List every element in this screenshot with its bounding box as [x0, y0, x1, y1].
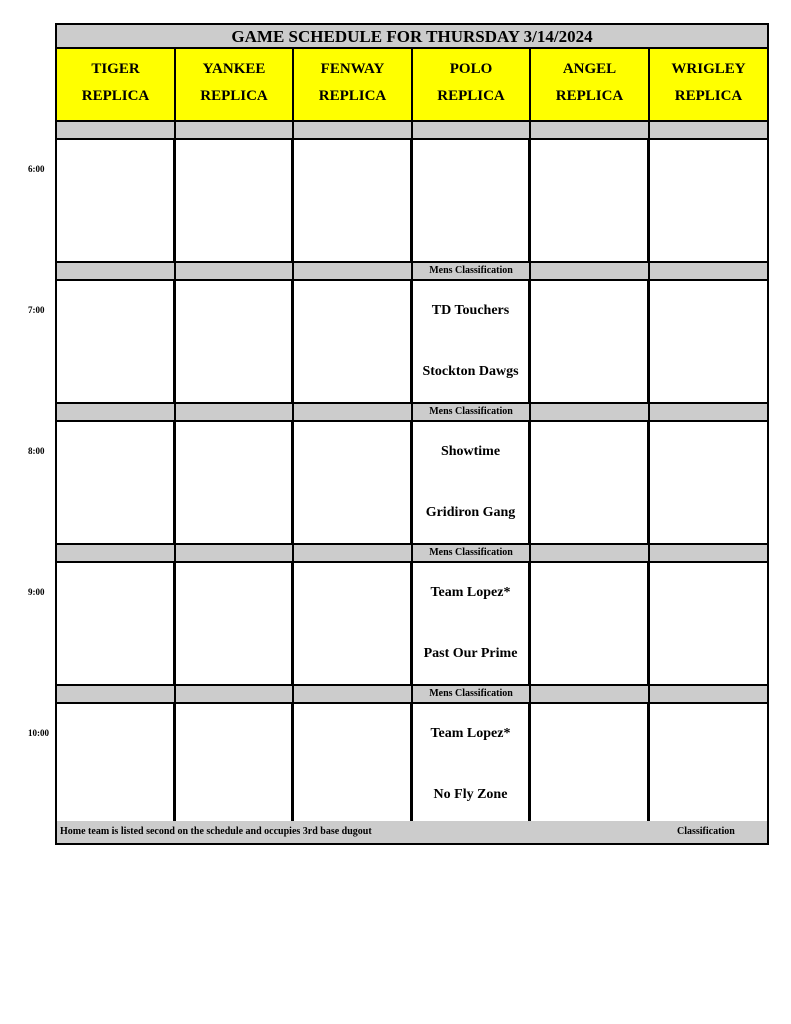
game-cell — [413, 704, 531, 827]
time-label: 8:00 — [28, 446, 45, 456]
schedule-sheet — [55, 23, 769, 845]
classification-band — [650, 122, 767, 140]
field-subtitle: REPLICA — [437, 88, 505, 104]
field-subtitle: REPLICA — [674, 88, 743, 104]
game-cell — [57, 422, 176, 545]
classification-band: Mens Classification — [413, 686, 531, 704]
field-header-fenway — [294, 49, 413, 122]
time-label: 7:00 — [28, 305, 45, 315]
classification-band — [531, 404, 650, 422]
game-cell — [531, 281, 650, 404]
classification-band — [650, 263, 767, 281]
game-cell — [650, 704, 767, 827]
game-cell — [413, 422, 531, 545]
classification-band — [176, 545, 294, 563]
away-team: Team Lopez* — [430, 726, 511, 741]
field-header-angel — [531, 49, 650, 122]
game-cell — [176, 704, 294, 827]
field-header-wrigley — [650, 49, 767, 122]
game-cell — [57, 563, 176, 686]
schedule-footer — [57, 821, 767, 843]
game-cell — [650, 281, 767, 404]
field-name: POLO — [449, 61, 493, 77]
classification-band — [176, 686, 294, 704]
game-cell — [650, 140, 767, 263]
classification-band — [294, 686, 413, 704]
classification-band — [294, 122, 413, 140]
footer-classification-label: Classification — [677, 826, 735, 837]
game-cell — [650, 563, 767, 686]
game-cell — [57, 281, 176, 404]
home-team: Gridiron Gang — [425, 505, 516, 520]
game-cell — [531, 422, 650, 545]
classification-band — [531, 263, 650, 281]
classification-band — [531, 545, 650, 563]
game-cell — [294, 422, 413, 545]
field-name: YANKEE — [202, 61, 266, 77]
field-header-tiger — [57, 49, 176, 122]
game-cell — [413, 281, 531, 404]
field-subtitle: REPLICA — [318, 88, 387, 104]
schedule-title: GAME SCHEDULE FOR THURSDAY 3/14/2024 — [57, 25, 767, 49]
game-cell — [294, 563, 413, 686]
classification-band — [176, 404, 294, 422]
home-team: Stockton Dawgs — [422, 364, 519, 379]
game-cell — [57, 140, 176, 263]
game-cell — [294, 140, 413, 263]
home-team: Past Our Prime — [423, 646, 518, 661]
game-cell — [176, 422, 294, 545]
field-header-polo — [413, 49, 531, 122]
game-cell — [413, 140, 531, 263]
game-cell — [294, 281, 413, 404]
field-name: WRIGLEY — [671, 61, 746, 77]
footer-note: Home team is listed second on the schedule and occupies 3rd base dugout — [60, 826, 372, 837]
away-team: Team Lopez* — [430, 585, 511, 600]
field-subtitle: REPLICA — [555, 88, 624, 104]
classification-band — [294, 545, 413, 563]
game-cell — [650, 422, 767, 545]
classification-band: Mens Classification — [413, 263, 531, 281]
classification-band — [531, 686, 650, 704]
classification-band — [650, 545, 767, 563]
classification-band — [294, 404, 413, 422]
game-cell — [176, 281, 294, 404]
field-name: ANGEL — [562, 61, 617, 77]
field-name: TIGER — [91, 61, 140, 77]
field-subtitle: REPLICA — [81, 88, 150, 104]
field-header-yankee — [176, 49, 294, 122]
classification-band: Mens Classification — [413, 404, 531, 422]
game-cell — [176, 563, 294, 686]
away-team: Showtime — [440, 444, 501, 459]
game-cell — [176, 140, 294, 263]
time-label: 6:00 — [28, 164, 45, 174]
classification-band — [176, 122, 294, 140]
classification-band — [57, 263, 176, 281]
time-label: 10:00 — [28, 728, 49, 738]
classification-band — [57, 404, 176, 422]
classification-band — [57, 545, 176, 563]
classification-band — [650, 686, 767, 704]
game-cell — [57, 704, 176, 827]
classification-band — [531, 122, 650, 140]
game-cell — [294, 704, 413, 827]
classification-band — [176, 263, 294, 281]
game-cell — [531, 140, 650, 263]
classification-band: Mens Classification — [413, 545, 531, 563]
classification-band — [650, 404, 767, 422]
field-name: FENWAY — [320, 61, 385, 77]
classification-band — [413, 122, 531, 140]
away-team: TD Touchers — [431, 303, 510, 318]
field-subtitle: REPLICA — [200, 88, 268, 104]
classification-band — [57, 122, 176, 140]
game-cell — [531, 704, 650, 827]
game-cell — [413, 563, 531, 686]
classification-band — [294, 263, 413, 281]
home-team: No Fly Zone — [433, 787, 508, 802]
time-label: 9:00 — [28, 587, 45, 597]
classification-band — [57, 686, 176, 704]
game-cell — [531, 563, 650, 686]
